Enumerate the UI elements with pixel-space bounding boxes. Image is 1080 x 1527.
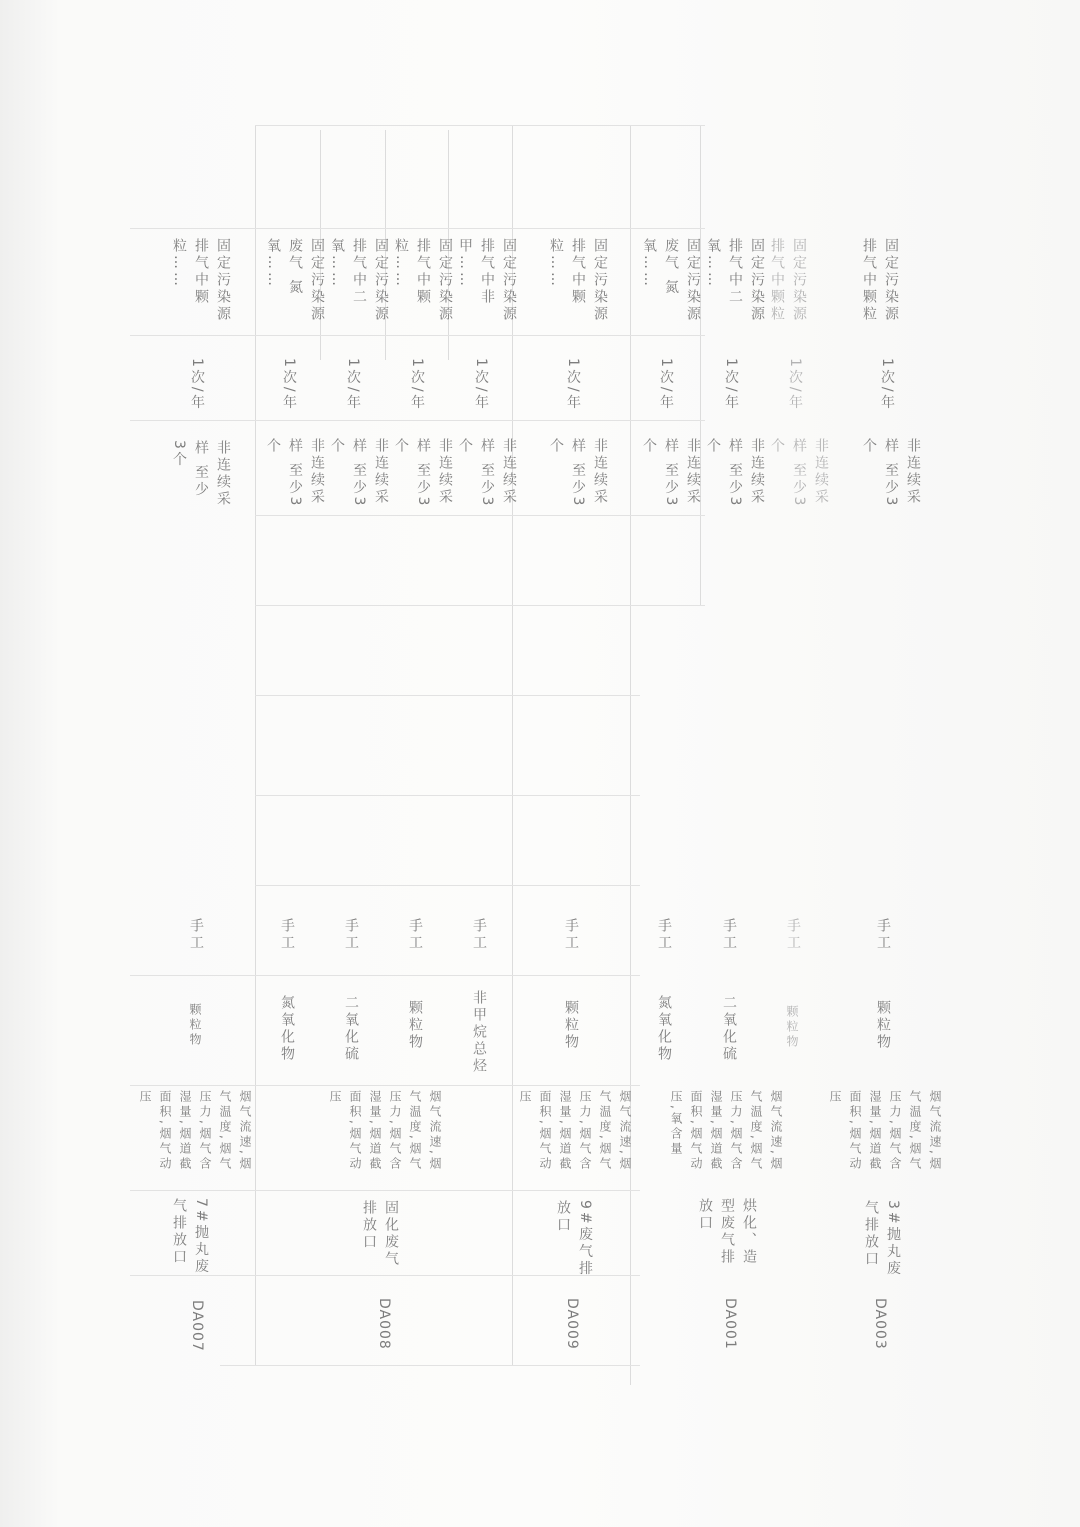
col-divider <box>130 975 640 976</box>
method: 手工 <box>785 918 801 952</box>
pollutant: 二氧化硫 <box>721 995 737 1063</box>
outlet-name: 7#抛丸废气排放口 <box>171 1198 209 1276</box>
frequency: 1次/年 <box>409 358 425 412</box>
standard: 固定污染源排气中非甲…… <box>457 238 517 323</box>
row-divider <box>255 125 256 1365</box>
standard: 固定污染源废气 氮氧…… <box>641 238 701 323</box>
standard: 固定污染源排气中二氧…… <box>705 238 765 323</box>
outlet-id: DA003 <box>872 1298 888 1350</box>
standard: 固定污染源排气中颗粒 <box>861 238 899 323</box>
col-divider <box>255 605 705 606</box>
standard: 固定污染源废气 氮氧…… <box>265 238 325 323</box>
monitoring-params: 烟气流速,烟气温度,烟气压力,烟气含湿量,烟道截面积,烟气动压 <box>328 1090 442 1172</box>
sampling: 非连续采样 至少3个 <box>641 438 701 509</box>
frequency: 1次/年 <box>189 358 205 412</box>
row-divider <box>630 125 631 1385</box>
frequency: 1次/年 <box>565 358 581 412</box>
col-divider <box>255 885 640 886</box>
standard: 固定污染源排气中颗粒 <box>769 238 807 323</box>
method: 手工 <box>563 918 579 952</box>
monitoring-params: 烟气流速,烟气温度,烟气压力,烟气含湿量,烟道截面积,烟气动压 <box>828 1090 942 1172</box>
method: 手工 <box>279 918 295 952</box>
col-divider <box>130 228 705 229</box>
pollutant: 氮氧化物 <box>656 995 672 1063</box>
outlet-id: DA009 <box>564 1298 580 1350</box>
method: 手工 <box>656 918 672 952</box>
monitoring-params: 烟气流速,烟气温度,烟气压力,烟气含湿量,烟道截面积,烟气动压 <box>138 1090 252 1172</box>
col-divider <box>255 695 640 696</box>
pollutant: 非甲烷总烃 <box>471 990 487 1075</box>
standard: 固定污染源排气中二氧…… <box>329 238 389 323</box>
method: 手工 <box>407 918 423 952</box>
method: 手工 <box>188 918 204 952</box>
col-divider <box>255 515 705 516</box>
frequency: 1次/年 <box>723 358 739 412</box>
outlet-id: DA001 <box>722 1298 738 1350</box>
method: 手工 <box>875 918 891 952</box>
frequency: 1次/年 <box>658 358 674 412</box>
outlet-id: DA008 <box>376 1298 392 1350</box>
monitoring-params: 烟气流速,烟气温度,烟气压力,烟气含湿量,烟道截面积,烟气动压 <box>518 1090 632 1172</box>
outlet-name: 9#废气排放口 <box>555 1200 593 1278</box>
col-divider <box>130 420 705 421</box>
frequency: 1次/年 <box>787 358 803 412</box>
outlet-id: DA007 <box>189 1300 205 1352</box>
pollutant: 二氧化硫 <box>343 995 359 1063</box>
sampling: 非连续采样 至少3个 <box>393 438 453 509</box>
pollutant: 氮氧化物 <box>279 995 295 1063</box>
method: 手工 <box>343 918 359 952</box>
sampling: 非连续采样 至少3个 <box>769 438 829 509</box>
pollutant: 颗粒物 <box>188 1003 202 1048</box>
method: 手工 <box>471 918 487 952</box>
standard: 固定污染源排气中颗粒…… <box>548 238 608 323</box>
sampling: 非连续采样 至少3个 <box>329 438 389 509</box>
pollutant: 颗粒物 <box>407 1000 423 1051</box>
frequency: 1次/年 <box>281 358 297 412</box>
sampling: 非连续采样 至少3个 <box>457 438 517 509</box>
col-divider <box>130 1190 640 1191</box>
sampling: 非连续采样 至少3个 <box>861 438 921 509</box>
col-divider <box>255 125 705 126</box>
outlet-name: 烘化、造型废气排放口 <box>697 1198 757 1266</box>
monitoring-params: 烟气流速,烟气温度,烟气压力,烟气含湿量,烟道截面积,烟气动压,氧含量 <box>669 1090 783 1172</box>
frequency: 1次/年 <box>879 358 895 412</box>
pollutant: 颗粒物 <box>875 1000 891 1051</box>
standard: 固定污染源排气中颗粒…… <box>171 238 231 323</box>
col-divider <box>130 1085 640 1086</box>
outlet-name: 固化废气排放口 <box>361 1200 399 1268</box>
col-divider <box>255 795 640 796</box>
row-divider <box>700 125 701 605</box>
method: 手工 <box>721 918 737 952</box>
outlet-name: 3#抛丸废气排放口 <box>863 1200 901 1278</box>
col-divider <box>220 1365 640 1366</box>
standard: 固定污染源排气中颗粒…… <box>393 238 453 323</box>
frequency: 1次/年 <box>473 358 489 412</box>
sampling: 非连续采样 至少3个 <box>548 438 608 509</box>
sampling: 非连续采样 至少3个 <box>171 440 231 508</box>
frequency: 1次/年 <box>345 358 361 412</box>
sampling: 非连续采样 至少3个 <box>265 438 325 509</box>
sampling: 非连续采样 至少3个 <box>705 438 765 509</box>
pollutant: 颗粒物 <box>785 1005 799 1050</box>
col-divider <box>130 335 705 336</box>
pollutant: 颗粒物 <box>563 1000 579 1051</box>
